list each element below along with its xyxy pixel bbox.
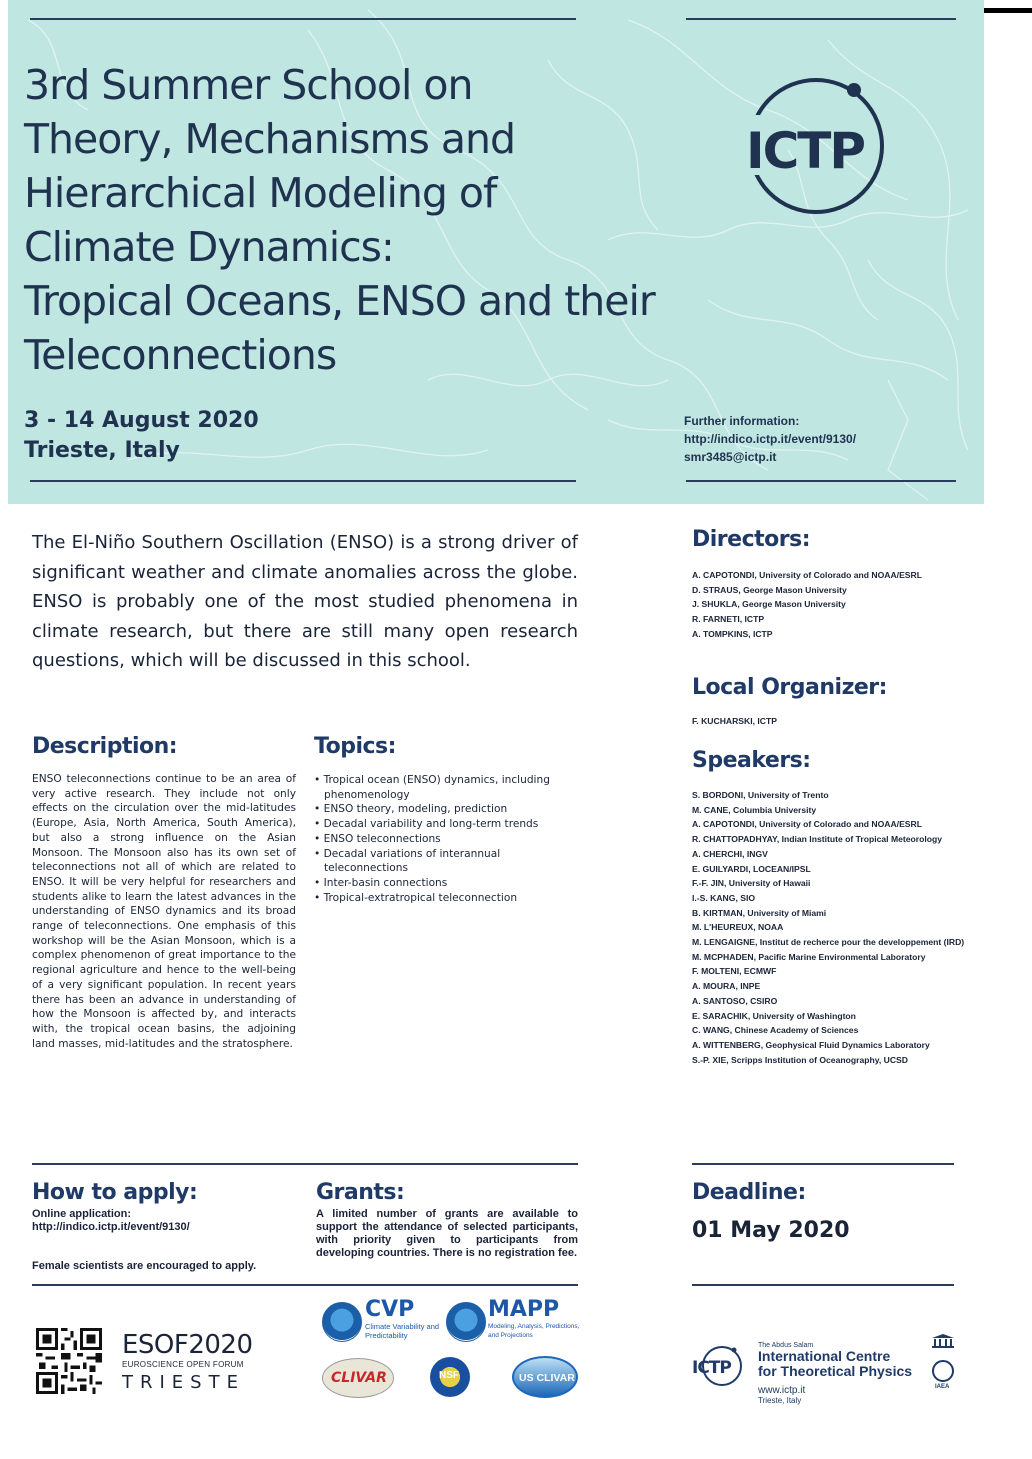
list-item: A. MOURA, INPE (692, 981, 761, 992)
list-item: S.-P. XIE, Scripps Institution of Oceanography, UCSD (692, 1054, 908, 1065)
topics-list (314, 773, 574, 905)
list-item: R. CHATTOPADHYAY, Indian Institute of Tropical Meteorology (692, 834, 943, 845)
apply-note: Female scientists are encouraged to apply. (32, 1260, 257, 1272)
unesco-temple-icon (932, 1334, 954, 1348)
title-line: Tropical Oceans, ENSO and their (24, 277, 655, 325)
directors-list (692, 568, 922, 642)
ictp-logo (734, 70, 894, 220)
speakers-heading: Speakers: (692, 748, 811, 773)
esof-city: TRIESTE (122, 1372, 245, 1393)
list-item: M. L'HEUREUX, NOAA (692, 922, 784, 933)
list-item: F. KUCHARSKI, ICTP (692, 716, 777, 726)
title-line: 3rd Summer School on (24, 61, 473, 109)
footer-bottom-rule-left (32, 1284, 578, 1286)
ictp-footer-logo-icon (690, 1344, 750, 1388)
list-item: • Tropical-extratropical teleconnection (314, 891, 574, 906)
how-to-apply-body (32, 1208, 292, 1273)
list-item: • ENSO theory, modeling, prediction (314, 802, 574, 817)
title-line: Theory, Mechanisms and (24, 115, 515, 163)
list-item: • ENSO teleconnections (314, 832, 574, 847)
list-item: R. FARNETI, ICTP (692, 614, 765, 625)
directors-heading: Directors: (692, 527, 810, 552)
title-line: Teleconnections (24, 331, 337, 379)
cvp-logo-text: CVP (365, 1297, 415, 1322)
list-item: • Tropical ocean (ENSO) dynamics, including phenomenology (314, 773, 574, 802)
event-title (24, 58, 824, 382)
esof-logo (122, 1330, 270, 1396)
noaa-logo-icon (446, 1302, 486, 1342)
us-clivar-logo (512, 1356, 578, 1398)
list-item: E. SARACHIK, University of Washington (692, 1010, 856, 1021)
grants-body: A limited number of grants are available to support the attendance of selected participants, with priority given to participants from developing countries. There is no registration fee. (316, 1208, 578, 1259)
cvp-logo-subtitle: Climate Variability and Predictability (365, 1322, 440, 1340)
description-heading: Description: (32, 734, 178, 759)
list-item: C. WANG, Chinese Academy of Sciences (692, 1025, 859, 1036)
ictp-footer-name-line1: International Centre (758, 1348, 891, 1364)
list-item: A. WITTENBERG, Geophysical Fluid Dynamics Laboratory (692, 1039, 930, 1050)
local-organizer-list (692, 714, 777, 729)
list-item: B. KIRTMAN, University of Miami (692, 907, 827, 918)
apply-url-link[interactable]: http://indico.ictp.it/event/9130/ (32, 1221, 190, 1233)
us-clivar-logo-text: US CLIVAR (519, 1372, 575, 1384)
further-info-email[interactable]: smr3485@ictp.it (684, 450, 777, 464)
iaea-label: IAEA (935, 1384, 950, 1390)
speakers-list (692, 788, 964, 1067)
list-item: M. MCPHADEN, Pacific Marine Environmental Laboratory (692, 951, 926, 962)
list-item: J. SHUKLA, George Mason University (692, 599, 846, 610)
mapp-logo-text: MAPP (488, 1297, 560, 1322)
esof-subtitle: EUROSCIENCE OPEN FORUM (122, 1360, 244, 1369)
mapp-logo-subtitle: Modeling, Analysis, Predictions, and Projections (488, 1323, 580, 1339)
nsf-logo (430, 1357, 470, 1397)
footer-bottom-rule-right (692, 1284, 954, 1286)
list-item: A. CAPOTONDI, University of Colorado and NOAA/ESRL (692, 570, 922, 580)
iaea-atom-icon (932, 1360, 954, 1382)
ictp-footer-city: Trieste, Italy (758, 1396, 802, 1405)
event-location: Trieste, Italy (24, 438, 180, 463)
how-to-apply-heading: How to apply: (32, 1180, 198, 1205)
svg-text:ICTP: ICTP (692, 1358, 731, 1378)
topics-heading: Topics: (314, 734, 396, 759)
title-line: Climate Dynamics: (24, 223, 394, 271)
list-item: D. STRAUS, George Mason University (692, 584, 847, 595)
apply-label: Online application: (32, 1208, 132, 1220)
further-info-url[interactable]: http://indico.ictp.it/event/9130/ (684, 432, 857, 446)
further-information (684, 412, 856, 466)
title-line: Hierarchical Modeling of (24, 169, 497, 217)
ictp-footer-text (758, 1342, 912, 1405)
list-item: S. BORDONI, University of Trento (692, 790, 829, 800)
list-item: F.-F. JIN, University of Hawaii (692, 878, 811, 889)
description-body: ENSO teleconnections continue to be an area of very active research. They include not only effects on the circulation over the mid-latitudes (Europe, Asia, North America, South America), but also a strong influence on the Asian Monsoon. The Monsoon also has its own set of teleconnections not all of which are related to ENSO. It will be very helpful for researchers and students alike to learn the latest advances in the understanding of ENSO dynamics and its broad range of teleconnections. One emphasis of this workshop will be the Asian Monsoon, which is a complex phenomenon of great importance to the regional agriculture and hence to the well-being of a very significant population. In recent years there has been an advance in understanding of how the Monsoon is affected by, and interacts with, the tropical ocean basins, the adjoining land masses, mid-latitudes and the stratosphere. (32, 773, 296, 1050)
list-item: I.-S. KANG, SIO (692, 892, 756, 903)
corner-mark (984, 8, 1032, 13)
top-rule-left (30, 18, 576, 20)
list-item: A. CAPOTONDI, University of Colorado and NOAA/ESRL (692, 819, 922, 830)
top-rule-right (686, 18, 956, 20)
list-item: M. CANE, Columbia University (692, 804, 817, 815)
grants-heading: Grants: (316, 1180, 405, 1205)
list-item: • Decadal variations of interannual teleconnections (314, 847, 574, 876)
ictp-logo-text: ICTP (746, 122, 865, 180)
esof-title: ESOF2020 (122, 1330, 253, 1360)
list-item: M. LENGAIGNE, Institut de recherce pour the developpement (IRD) (692, 937, 965, 948)
header-bottom-rule-right (686, 480, 956, 482)
list-item: A. TOMPKINS, ICTP (692, 628, 773, 639)
ictp-footer-name-line2: for Theoretical Physics (758, 1363, 913, 1379)
list-item: A. CHERCHI, INGV (692, 848, 768, 859)
list-item: A. SANTOSO, CSIRO (692, 995, 778, 1006)
noaa-logo-icon (322, 1302, 362, 1342)
clivar-logo-text: CLIVAR (331, 1370, 387, 1386)
footer-top-rule-left (32, 1163, 578, 1165)
event-dates-location (24, 406, 259, 466)
ictp-footer-small: The Abdus Salam (758, 1342, 814, 1349)
qr-code-icon[interactable] (36, 1328, 102, 1394)
deadline-value: 01 May 2020 (692, 1218, 850, 1243)
list-item: F. MOLTENI, ECMWF (692, 966, 777, 977)
deadline-heading: Deadline: (692, 1180, 806, 1205)
list-item: • Inter-basin connections (314, 876, 574, 891)
event-dates: 3 - 14 August 2020 (24, 408, 259, 433)
clivar-logo (322, 1358, 394, 1398)
ictp-footer-url[interactable]: www.ictp.it (758, 1385, 806, 1396)
list-item: • Decadal variability and long-term trends (314, 817, 574, 832)
local-organizer-heading: Local Organizer: (692, 675, 887, 700)
further-info-label: Further information: (684, 414, 800, 428)
footer-top-rule-right (692, 1163, 954, 1165)
list-item: E. GUILYARDI, LOCEAN/IPSL (692, 863, 811, 874)
nsf-logo-text: NSF (439, 1370, 459, 1381)
header-bottom-rule-left (30, 480, 576, 482)
intro-paragraph: The El-Niño Southern Oscillation (ENSO) is a strong driver of significant weather and climate anomalies across the globe. ENSO is probably one of the most studied phenomena in climate research, but there are still many open research questions, which will be discussed in this school. (32, 532, 578, 672)
